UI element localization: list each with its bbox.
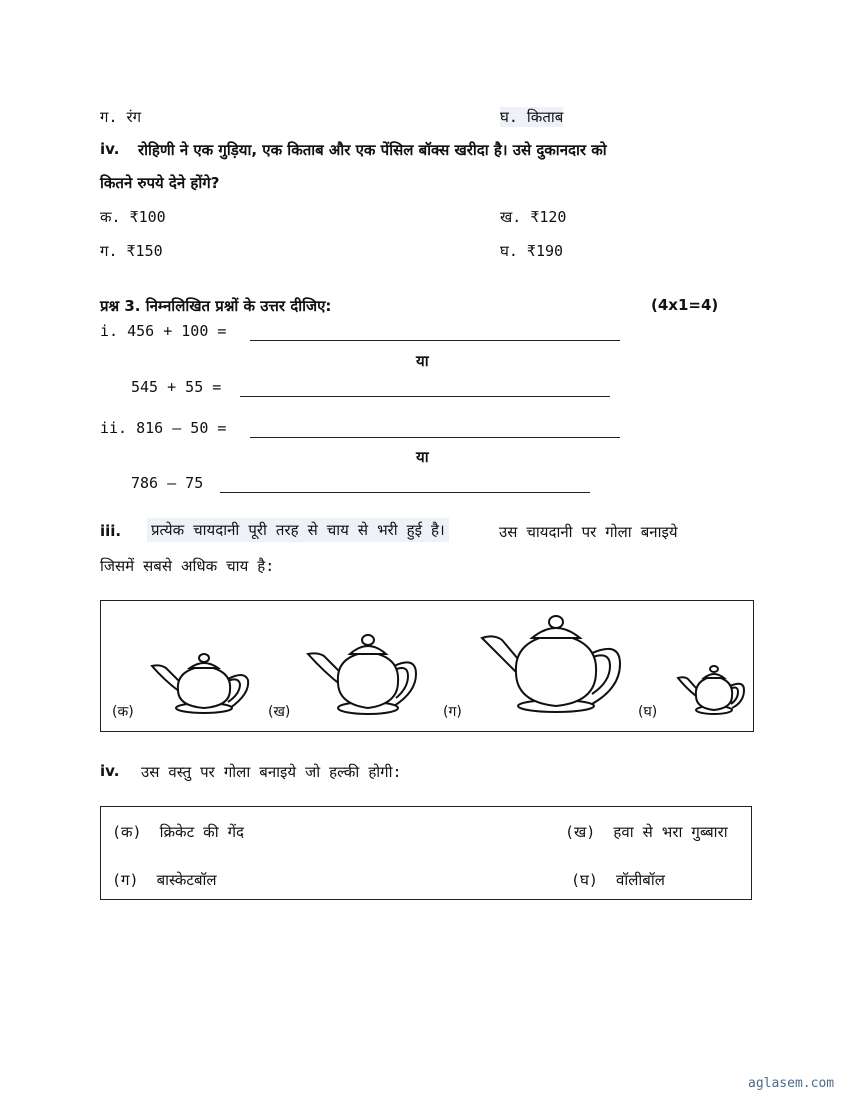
option-d: घ. किताब: [500, 108, 564, 126]
answer-line: [220, 492, 590, 493]
question-number: iv.: [100, 140, 120, 158]
teapot-label: (ख): [268, 704, 291, 720]
option-c: ग. ₹150: [100, 242, 163, 260]
option-b: ख. ₹120: [500, 208, 567, 226]
option-label: (क): [112, 823, 142, 841]
section-heading: प्रश्न 3. निम्नलिखित प्रश्नों के उत्तर दीजिए:: [100, 297, 332, 315]
answer-line: [250, 340, 620, 341]
or-label: या: [416, 448, 429, 466]
option-a: क. ₹100: [100, 208, 166, 226]
option-a: [112, 822, 244, 842]
question-text: उस वस्तु पर गोला बनाइये जो हल्की होगी:: [141, 763, 402, 781]
watermark-text: aglasem.com: [748, 1076, 835, 1091]
question-number: iii.: [100, 522, 122, 540]
question-text: उस चायदानी पर गोला बनाइये: [499, 523, 678, 541]
sum-question: i. 456 + 100 =: [100, 322, 227, 340]
question-text-cont: कितने रुपये देने होंगे?: [100, 174, 220, 192]
option-d: [571, 870, 665, 890]
question-text-highlight: प्रत्येक चायदानी पूरी तरह से चाय से भरी हुई है।: [147, 518, 449, 542]
answer-line: [250, 437, 620, 438]
answer-line: [240, 396, 610, 397]
teapot-label: (घ): [638, 704, 658, 720]
option-text: वॉलीबॉल: [616, 871, 665, 889]
question-text: रोहिणी ने एक गुड़िया, एक किताब और एक पेंसिल बॉक्स खरीदा है। उसे दुकानदार को: [138, 141, 607, 159]
teapot-label: (ग): [443, 704, 462, 720]
sum-question: 545 + 55 =: [131, 378, 222, 396]
option-d: घ. ₹190: [500, 242, 564, 260]
teapot-image-small: [150, 650, 254, 716]
question-number: iv.: [100, 762, 120, 780]
option-label: (घ): [571, 871, 598, 889]
option-c: ग. रंग: [100, 108, 142, 126]
teapot-image-large: [480, 614, 626, 714]
option-text: हवा से भरा गुब्बारा: [613, 823, 728, 841]
teapot-image-smallest: [676, 662, 748, 716]
subtract-question: 786 – 75: [131, 474, 204, 492]
question-text-cont: जिसमें सबसे अधिक चाय है:: [100, 557, 275, 575]
option-label: (ग): [112, 871, 139, 889]
option-c: [112, 870, 217, 890]
marks-label: (4x1=4): [651, 296, 719, 314]
teapot-image-medium: [306, 632, 420, 716]
option-label: (ख): [565, 823, 596, 841]
or-label: या: [416, 352, 429, 370]
teapot-label: (क): [112, 704, 134, 720]
option-text: क्रिकेट की गेंद: [159, 823, 245, 841]
option-text: बास्केटबॉल: [156, 871, 217, 889]
subtract-question: ii. 816 – 50 =: [100, 419, 227, 437]
option-b: [565, 822, 728, 842]
